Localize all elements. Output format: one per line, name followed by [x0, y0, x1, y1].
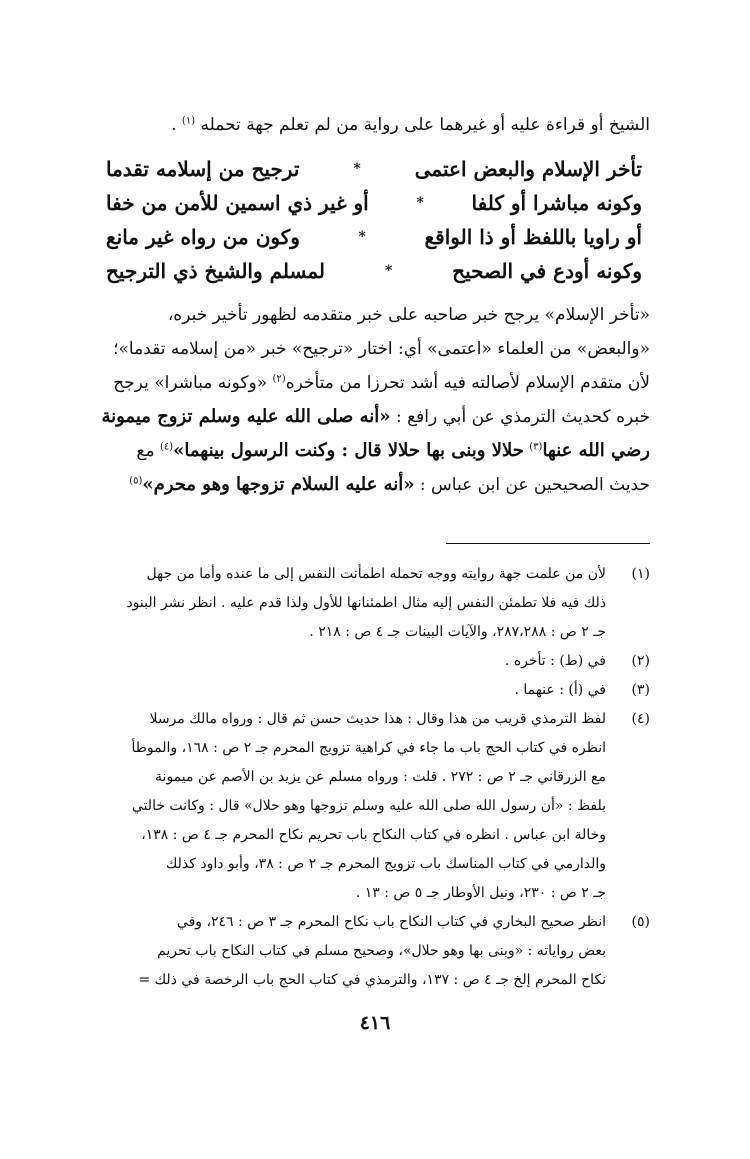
footnote-line: انظر صحيح البخاري في كتاب النكاح باب نكاح المحرم جـ ٣ ص : ٢٤٦، وفي [176, 914, 606, 930]
footnote-line: جـ ٢ ص : ٢٨٧،٢٨٨، والآيات البينات جـ ٤ ص : ٢١٨ . [309, 624, 606, 640]
footnote-line: والدارمي في كتاب المناسك باب تزويج المحرم جـ ٢ ص : ٣٨، وأبو داود كذلك [165, 856, 606, 872]
footnote-line: وخالة ابن عباس . انظره في كتاب النكاح باب تحريم نكاح المحرم جـ ٤ ص : ١٣٨، [141, 827, 606, 843]
verse-4 [106, 254, 642, 288]
verse-3-left: وكون من رواه غير مانع [106, 225, 300, 249]
footnote-line: مع الزرقاني جـ ٢ ص : ٢٧٢ . قلت : ورواه مسلم عن يزيد بن الأصم عن ميمونة [155, 769, 606, 785]
footnote-line: لفظ الترمذي قريب من هذا وقال : هذا حديث حسن ثم قال : ورواه مالك مرسلا [149, 711, 606, 727]
footnote-number: (٥) [631, 914, 650, 930]
para-line-6a: حديث الصحيحين عن ابن عباس : [419, 475, 650, 495]
verse-1-right: تأخر الإسلام والبعض اعتمى [414, 157, 642, 181]
footnote-3 [92, 676, 650, 705]
verse-3 [106, 220, 642, 254]
footnote-ref-1[interactable]: (١) [181, 115, 196, 127]
footnote-number: (٣) [631, 682, 650, 698]
para-line-2: «والبعض» من العلماء «اعتمى» أي: اختار «ترجيح» خبر «من إسلامه تقدما»؛ [113, 339, 650, 359]
intro-text [92, 108, 650, 142]
para-line-4a: خبره كحديث الترمذي عن أبي رافع : [395, 407, 650, 427]
para-line-3a: لأن متقدم الإسلام لأصالته فيه أشد تحرزا من متأخره [285, 373, 650, 393]
para-line-3b: «وكونه مباشرا» يرجح [113, 373, 268, 393]
verse-3-right: أو راويا باللفظ أو ذا الواقع [424, 225, 642, 249]
hadith-quote-2: «أنه عليه السلام تزوجها وهو محرم» [142, 474, 415, 495]
verse-2 [106, 186, 642, 220]
footnote-ref-4[interactable]: (٤) [159, 441, 174, 453]
verse-4-left: لمسلم والشيخ ذي الترجيح [106, 259, 326, 283]
verse-2-right: وكونه مباشرا أو كلفا [471, 191, 642, 215]
verse-separator: * [353, 161, 361, 177]
footnotes [92, 560, 650, 995]
footnote-ref-3[interactable]: (٣) [529, 441, 543, 453]
footnote-line: في (أ) : عنهما . [514, 682, 606, 698]
intro-line-end: . [171, 115, 177, 135]
verse-separator: * [416, 195, 424, 211]
hadith-quote-1: «أنه صلى الله عليه وسلم تزوج ميمونة [101, 406, 391, 427]
commentary-paragraph [92, 298, 650, 502]
footnote-number: (٤) [631, 711, 650, 727]
hadith-quote-1-end: حلالا وبنى بها حلالا قال : وكنت الرسول بينهما» [173, 440, 524, 461]
footnote-ref-2[interactable]: (٢) [272, 373, 286, 385]
footnote-line: لأن من علمت جهة روايته ووجه تحمله اطمأنت النفس إلى ما عنده وأما من جهل [146, 566, 606, 582]
verse-separator: * [358, 229, 366, 245]
page-number: ٤١٦ [359, 1012, 391, 1034]
intro-line-text: الشيخ أو قراءة عليه أو غيرهما على رواية من لم تعلم جهة تحمله [200, 115, 650, 135]
footnote-line: نكاح المحرم إلخ جـ ٤ ص : ١٣٧، والترمذي في كتاب الحج باب الرخصة في ذلك = [138, 972, 606, 988]
footnote-number: (١) [631, 566, 650, 582]
footnote-line: جـ ٢ ص : ٢٣٠، ونيل الأوطار جـ ٥ ص : ١٣ . [355, 885, 606, 901]
footnote-line: في (ط) : تأخره . [504, 653, 606, 669]
para-line-1: «تأخر الإسلام» يرجح خبر صاحبه على خبر متقدمه لظهور تأخير خبره، [167, 305, 650, 325]
verse-2-left: أو غير ذي اسمين للأمن من خفا [106, 191, 369, 215]
hadith-quote-1-cont: رضي الله عنها [542, 440, 650, 461]
footnote-line: بعض رواياته : «وبنى بها وهو حلال»، وصحيح مسلم في كتاب النكاح باب تحريم [157, 943, 606, 959]
para-line-5 [92, 434, 650, 468]
verse-separator: * [384, 263, 393, 279]
footnote-4 [92, 705, 650, 908]
verse-1 [106, 152, 642, 186]
footnote-line: انظره في كتاب الحج باب ما جاء في كراهية تزويج المحرم جـ ٢ ص : ١٦٨، والموطأ [131, 740, 606, 756]
intro-line [92, 108, 650, 142]
footnote-number: (٢) [631, 653, 650, 669]
footnote-line: بلفظ : «أن رسول الله صلى الله عليه وسلم تزوجها وهو حلال» قال : وكانت خالتي [131, 798, 606, 814]
verse-4-right: وكونه أودع في الصحيح [452, 259, 642, 283]
para-line-3 [92, 366, 650, 400]
verse-1-left: ترجيح من إسلامه تقدما [106, 157, 300, 181]
poem-verses [106, 152, 642, 288]
para-line-6 [92, 468, 650, 502]
footnote-ref-5[interactable]: (٥) [129, 475, 143, 487]
footnote-1 [92, 560, 650, 647]
footnote-divider [446, 543, 650, 544]
footnote-2 [92, 647, 650, 676]
para-line-5c: مع [136, 441, 155, 461]
footnote-line: ذلك فيه فلا تطمئن النفس إليه مثال اطمئنانها للأول ولذا قدم عليه . انظر نشر البنود [126, 595, 606, 611]
para-line-4 [92, 400, 650, 434]
footnote-5 [92, 908, 650, 995]
